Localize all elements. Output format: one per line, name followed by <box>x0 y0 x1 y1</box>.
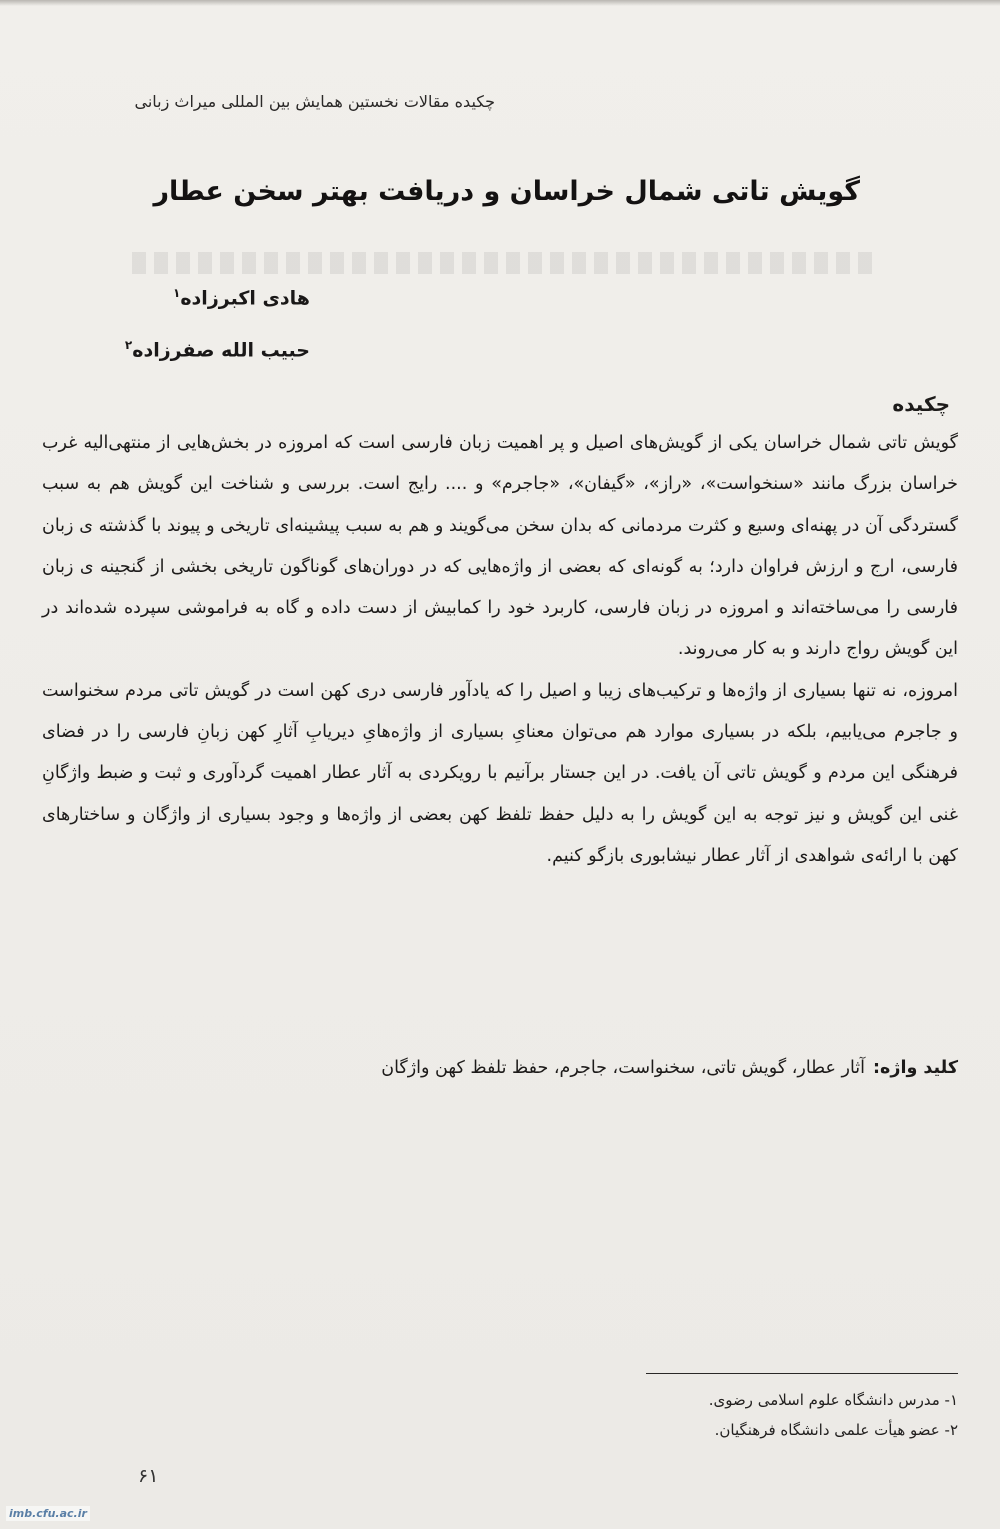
abstract-body <box>42 423 958 877</box>
page-number: ۶۱ <box>138 1465 159 1487</box>
author-name-text: هادی اکبرزاده <box>180 287 310 310</box>
site-watermark: imb.cfu.ac.ir <box>6 1506 90 1521</box>
running-head: چکیده مقالات نخستین همایش بین المللی میراث زبانی <box>134 92 495 111</box>
author-footnote-mark: ۱ <box>173 286 181 300</box>
author-name <box>110 286 310 309</box>
author-name <box>110 338 310 361</box>
keywords-label: کلید واژه: <box>873 1058 958 1078</box>
show-through-text <box>132 252 872 274</box>
footnote-divider <box>646 1373 958 1374</box>
author-footnote-mark: ۲ <box>124 338 133 352</box>
keywords <box>42 1058 958 1078</box>
footnote: ۱- مدرس دانشگاه علوم اسلامی رضوی. <box>708 1391 958 1409</box>
author-name-text: حبیب الله صفرزاده <box>132 339 310 362</box>
article-title: گویش تاتی شمال خراسان و دریافت بهتر سخن عطار <box>153 176 860 207</box>
abstract-paragraph: گویش تاتی شمال خراسان یکی از گویش‌های اصیل و پر اهمیت زبان فارسی است که امروزه در بخش‌هایی از منتهی‌الیه غرب خراسان بزرگ مانند «سنخواست»، «راز»، «گیفان»، «جاجرم» و .... رایج است. بررسی و شناخت این گویش هم به سبب گستردگی آن در پهنه‌ای وسیع و کثرت مردمانی که بدان سخن می‌گویند و هم به سبب پیشینه‌ای تاریخی و پیوند با گذشته ی زبان فارسی، ارج و ارزش فراوان دارد؛ به گونه‌ای که بعضی از واژه‌هایی که در دوران‌های گوناگون تاریخی بخشی از گنجینه ی زبان فارسی را می‌ساخته‌اند و امروزه در زبان فارسی، کاربرد خود را کمابیش از دست داده و گاه به فراموشی سپرده شده‌اند در این گویش رواج دارند و به کار می‌روند. <box>42 433 958 660</box>
abstract-heading: چکیده <box>892 392 950 416</box>
keywords-text: آثار عطار، گویش تاتی، سخنواست، جاجرم، حفظ تلفظ کهن واژگان <box>381 1058 866 1078</box>
footnote: ۲- عضو هیأت علمی دانشگاه فرهنگیان. <box>714 1421 958 1439</box>
abstract-paragraph: امروزه، نه تنها بسیاری از واژه‌ها و ترکیب‌های زیبا و اصیل را که یادآور فارسی دری کهن است در گویش تاتی مردم سخنواست و جاجرم می‌یابیم، بلکه در بسیاری موارد هم می‌توان معنایِ بسیاری از واژه‌هایِ دیریابِ آثارِ کهن زبانِ فارسی را در فضای فرهنگی این مردم و گویش تاتی آن یافت. در این جستار برآنیم با رویکردی به آثار عطار اهمیت گردآوری و ثبت و ضبط واژگانِ غنی این گویش و نیز توجه به این گویش را به دلیل حفظ تلفظ کهن بعضی از واژه‌ها و وجود بسیاری از واژگان و ساختارهای کهن با ارائه‌ی شواهدی از آثار عطار نیشابوری بازگو کنیم. <box>42 680 958 866</box>
page-edge-shadow <box>0 0 1000 6</box>
